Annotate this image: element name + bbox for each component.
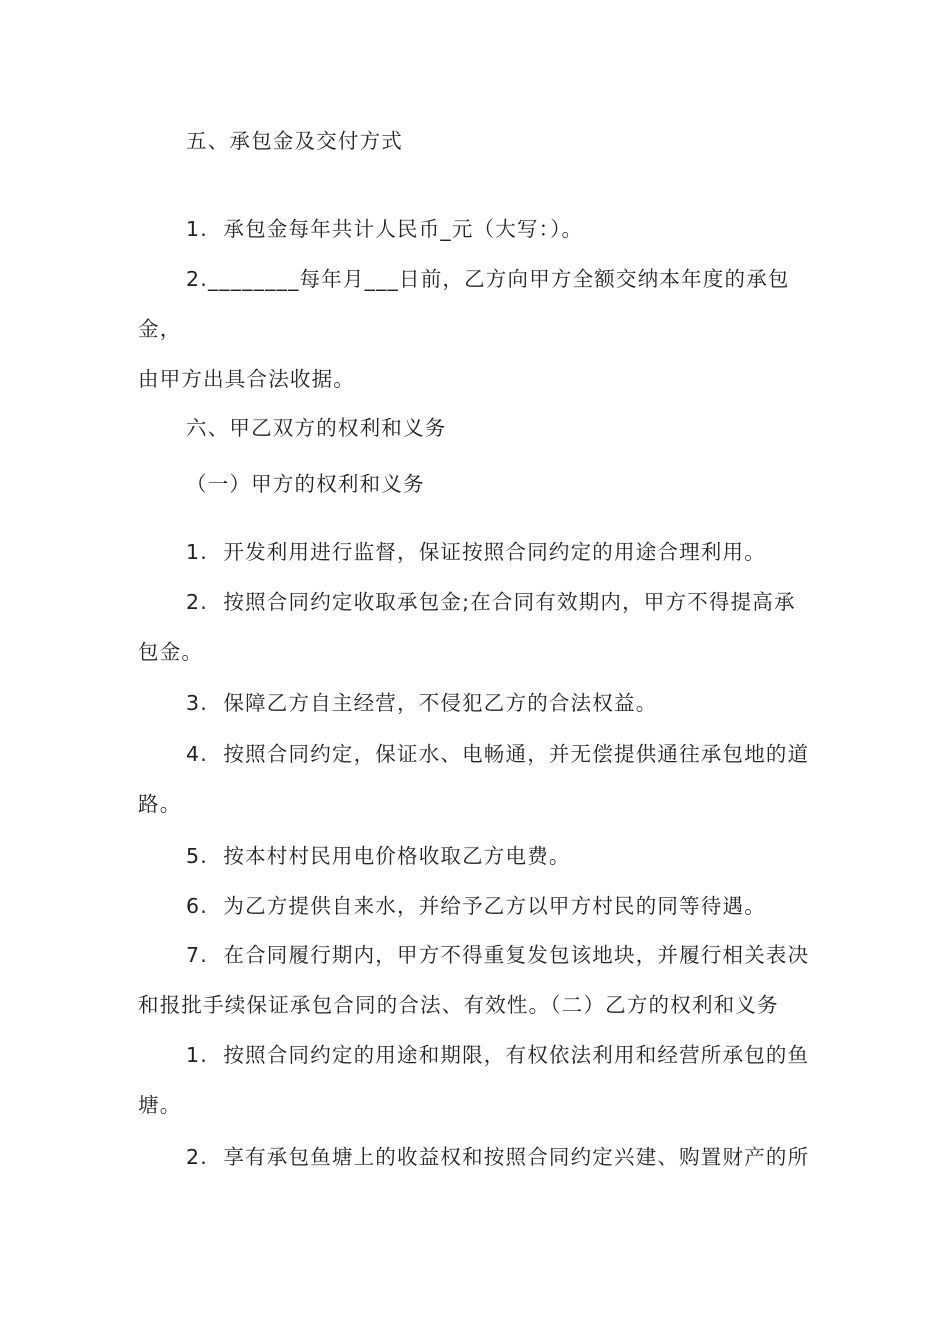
section-heading-6: 六、甲乙双方的权利和义务	[186, 416, 447, 440]
section-heading-5: 五、承包金及交付方式	[186, 129, 403, 153]
paragraph-line: 金，	[138, 317, 182, 341]
paragraph-line: 2. 按照合同约定收取承包金;在合同有效期内，甲方不得提高承	[186, 590, 796, 614]
paragraph-line: 3. 保障乙方自主经营，不侵犯乙方的合法权益。	[186, 691, 658, 715]
paragraph-line: 5. 按本村村民用电价格收取乙方电费。	[186, 844, 571, 868]
paragraph-line: 路。	[138, 792, 182, 816]
paragraph-line: 1. 承包金每年共计人民币_元（大写：）。	[186, 217, 584, 241]
paragraph-line: 由甲方出具合法收据。	[138, 367, 355, 391]
paragraph-line: 1. 按照合同约定的用途和期限，有权依法利用和经营所承包的鱼	[186, 1043, 810, 1067]
paragraph-line: 4. 按照合同约定，保证水、电畅通，并无偿提供通往承包地的道	[186, 742, 810, 766]
paragraph-line: 和报批手续保证承包合同的合法、有效性。（二）乙方的权利和义务	[138, 993, 779, 1017]
paragraph-line: 6. 为乙方提供自来水，并给予乙方以甲方村民的同等待遇。	[186, 894, 766, 918]
paragraph-line: 7. 在合同履行期内，甲方不得重复发包该地块，并履行相关表决	[186, 943, 810, 967]
paragraph-line: 塘。	[138, 1093, 182, 1117]
paragraph-line: 包金。	[138, 640, 204, 664]
paragraph-line: 2. 享有承包鱼塘上的收益权和按照合同约定兴建、购置财产的所	[186, 1145, 810, 1169]
subsection-heading-1: （一）甲方的权利和义务	[186, 472, 425, 496]
paragraph-line: 1. 开发利用进行监督，保证按照合同约定的用途合理利用。	[186, 540, 766, 564]
paragraph-line: 2.________每年月___日前，乙方向甲方全额交纳本年度的承包	[186, 267, 790, 291]
